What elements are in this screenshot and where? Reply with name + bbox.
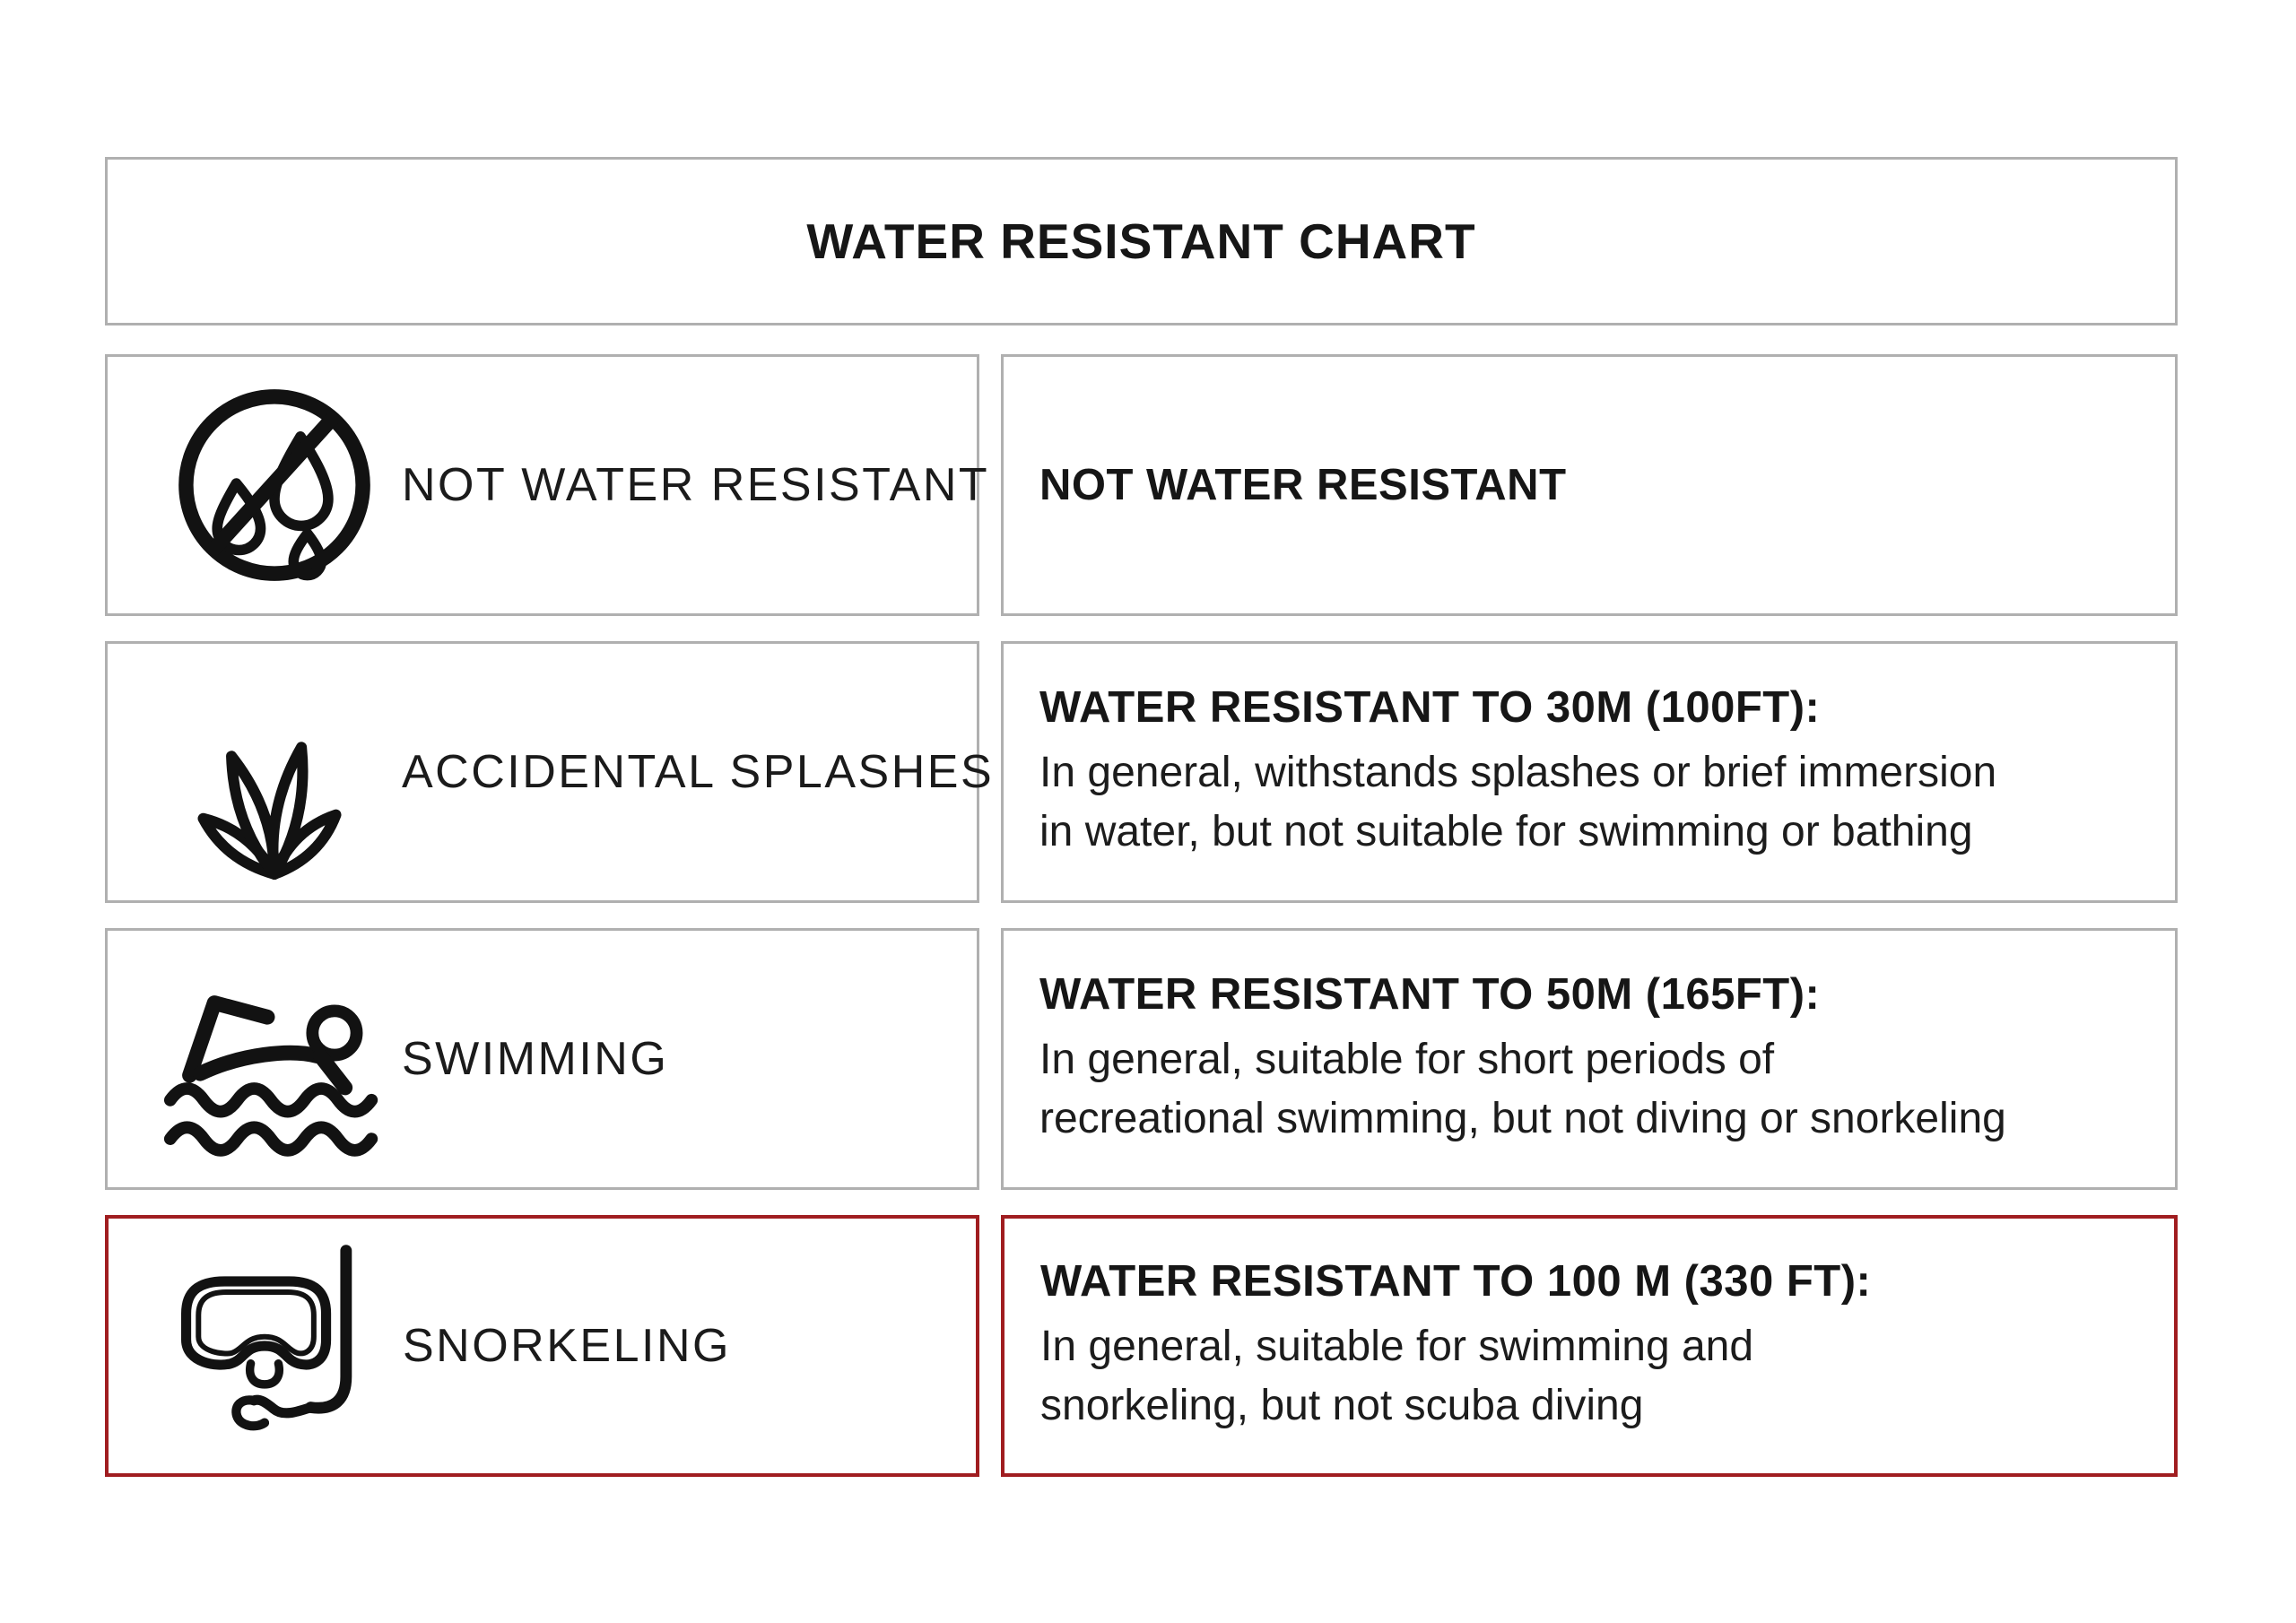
rating-heading: WATER RESISTANT TO 100 M (330 FT):: [1040, 1257, 1872, 1306]
activity-label: SNORKELING: [403, 1320, 731, 1372]
rating-heading: WATER RESISTANT TO 50M (165FT):: [1039, 970, 1821, 1019]
rating-description-line: In general, withstands splashes or brief immersion: [1039, 749, 1997, 796]
splashes-icon: [147, 644, 402, 900]
activity-cell-accidental-splashes: [105, 641, 995, 903]
rating-description-line: In general, suitable for short periods of: [1039, 1036, 1775, 1083]
rating-cell-swimming: [1001, 928, 2178, 1190]
activity-cell-not-water-resistant: [105, 354, 990, 616]
rating-description-line: in water, but not suitable for swimming or bathing: [1039, 808, 1973, 855]
rating-cell-not-water-resistant: [1001, 354, 2178, 616]
page-title: WATER RESISTANT CHART: [806, 213, 1476, 269]
rating-description-line: recreational swimming, but not diving or snorkeling: [1039, 1095, 2006, 1142]
table-row: [105, 1215, 2178, 1477]
rating-description-line: snorkeling, but not scuba diving: [1040, 1382, 1644, 1429]
rating-cell-snorkeling: [1001, 1215, 2178, 1477]
rating-description-line: In general, suitable for swimming and: [1040, 1323, 1754, 1370]
activity-label: ACCIDENTAL SPLASHES: [402, 746, 995, 798]
rating-heading: NOT WATER RESISTANT: [1039, 461, 1567, 509]
swimmer-icon: [147, 931, 402, 1187]
table-row: [105, 928, 2178, 1190]
rating-heading: WATER RESISTANT TO 30M (100FT):: [1039, 683, 1821, 732]
table-row: [105, 354, 2178, 616]
rating-cell-accidental-splashes: [1001, 641, 2178, 903]
activity-label: SWIMMING: [402, 1033, 669, 1085]
snorkel-mask-icon: [148, 1219, 403, 1473]
chart-title-box: [105, 157, 2178, 325]
table-row: [105, 641, 2178, 903]
no-water-drops-icon: [147, 357, 402, 613]
activity-cell-swimming: [105, 928, 979, 1190]
activity-label: NOT WATER RESISTANT: [402, 459, 990, 511]
activity-cell-snorkeling: [105, 1215, 979, 1477]
